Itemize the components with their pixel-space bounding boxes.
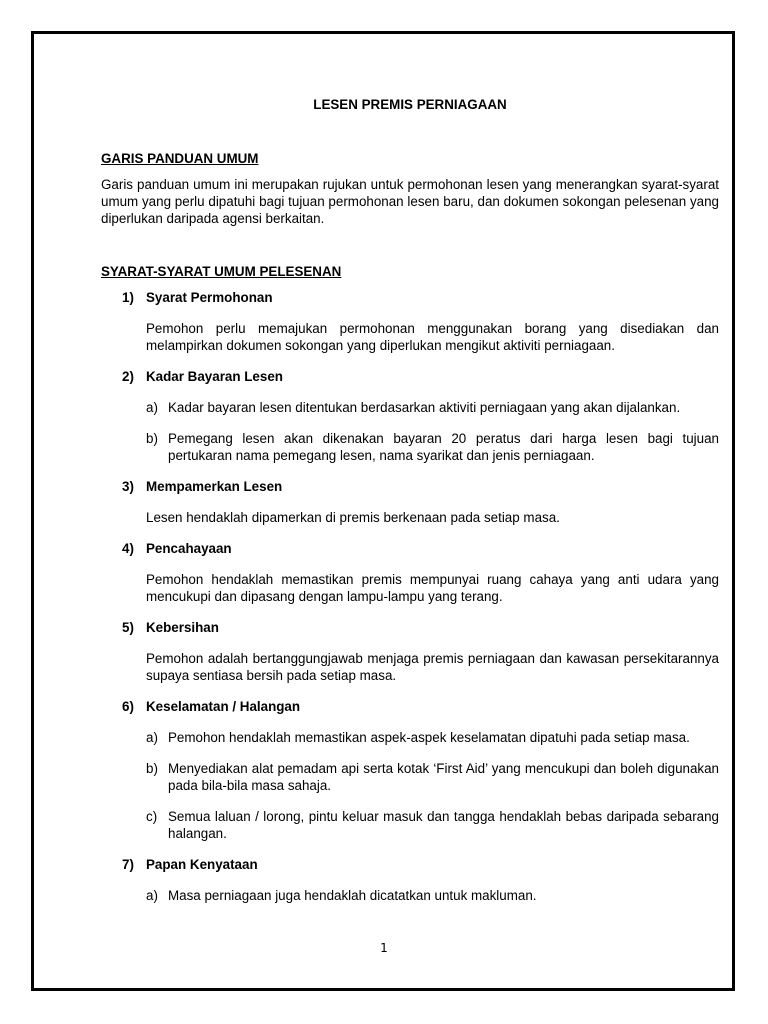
condition-body: Lesen hendaklah dipamerkan di premis berkenaan pada setiap masa. [146, 510, 560, 525]
general-guidelines-paragraph: Garis panduan umum ini merupakan rujukan untuk permohonan lesen yang menerangkan syarat-syarat umum yang perlu dipatuhi bagi tujuan permohonan lesen baru, dan dokumen sokongan pelesenan yang diperlukan daripada agensi berkaitan. [101, 177, 719, 226]
condition-title: Papan Kenyataan [146, 857, 258, 872]
condition-heading [122, 368, 719, 385]
condition-heading [122, 856, 719, 873]
sub-item [146, 430, 719, 464]
condition-sub-list [146, 887, 719, 904]
condition-body: Pemohon adalah bertanggungjawab menjaga premis perniagaan dan kawasan persekitarannya supaya sentiasa bersih pada setiap masa. [146, 651, 719, 683]
condition-heading [122, 619, 719, 636]
condition-heading [122, 289, 719, 306]
sub-item-letter: c) [146, 809, 158, 824]
condition-title: Kebersihan [146, 620, 219, 635]
condition-number: 2) [122, 369, 134, 384]
sub-item-text: Menyediakan alat pemadam api serta kotak ‘First Aid’ yang mencukupi dan boleh digunakan pada bila-bila masa sahaja. [168, 761, 719, 793]
sub-item [146, 729, 719, 746]
condition-number: 4) [122, 541, 134, 556]
condition-number: 5) [122, 620, 134, 635]
sub-item-text: Masa perniagaan juga hendaklah dicatatkan untuk makluman. [168, 888, 537, 903]
condition-item-safety [101, 698, 719, 842]
condition-body: Pemohon perlu memajukan permohonan menggunakan borang yang disediakan dan melampirkan dokumen sokongan yang diperlukan mengikut aktiviti perniagaan. [146, 321, 719, 353]
condition-heading [122, 698, 719, 715]
condition-item-notice-board [101, 856, 719, 904]
condition-number: 1) [122, 290, 134, 305]
condition-sub-list [146, 729, 719, 842]
condition-item-display-license [101, 478, 719, 526]
sub-item-letter: a) [146, 400, 158, 415]
sub-item [146, 887, 719, 904]
condition-item-cleanliness [101, 619, 719, 684]
condition-item-application [101, 289, 719, 354]
sub-item-letter: b) [146, 761, 158, 776]
document-content [101, 96, 719, 918]
condition-item-license-fee [101, 368, 719, 464]
sub-item [146, 399, 719, 416]
condition-body: Pemohon hendaklah memastikan premis mempunyai ruang cahaya yang anti udara yang mencukupi dan dipasang dengan lampu-lampu yang terang. [146, 572, 719, 604]
condition-title: Mempamerkan Lesen [146, 479, 283, 494]
sub-item-text: Pemohon hendaklah memastikan aspek-aspek keselamatan dipatuhi pada setiap masa. [168, 730, 690, 745]
condition-title: Keselamatan / Halangan [146, 699, 301, 714]
condition-item-lighting [101, 540, 719, 605]
document-title: LESEN PREMIS PERNIAGAAN [313, 97, 507, 112]
condition-number: 6) [122, 699, 134, 714]
condition-sub-list [146, 399, 719, 464]
condition-number: 7) [122, 857, 134, 872]
condition-number: 3) [122, 479, 134, 494]
sub-item-letter: b) [146, 431, 158, 446]
section-heading-general-conditions: SYARAT-SYARAT UMUM PELESENAN [101, 264, 342, 279]
sub-item-letter: a) [146, 730, 158, 745]
page-number: 1 [380, 941, 388, 955]
condition-heading [122, 540, 719, 557]
condition-title: Syarat Permohonan [146, 290, 273, 305]
condition-title: Kadar Bayaran Lesen [146, 369, 283, 384]
condition-heading [122, 478, 719, 495]
sub-item [146, 808, 719, 842]
sub-item-text: Semua laluan / lorong, pintu keluar masuk dan tangga hendaklah bebas daripada sebarang halangan. [168, 809, 719, 841]
sub-item-text: Pemegang lesen akan dikenakan bayaran 20 peratus dari harga lesen bagi tujuan pertukaran nama pemegang lesen, nama syarikat dan jenis perniagaan. [168, 431, 719, 463]
sub-item [146, 760, 719, 794]
sub-item-text: Kadar bayaran lesen ditentukan berdasarkan aktiviti perniagaan yang akan dijalankan. [168, 400, 681, 415]
section-heading-general-guidelines: GARIS PANDUAN UMUM [101, 151, 259, 166]
condition-title: Pencahayaan [146, 541, 232, 556]
sub-item-letter: a) [146, 888, 158, 903]
